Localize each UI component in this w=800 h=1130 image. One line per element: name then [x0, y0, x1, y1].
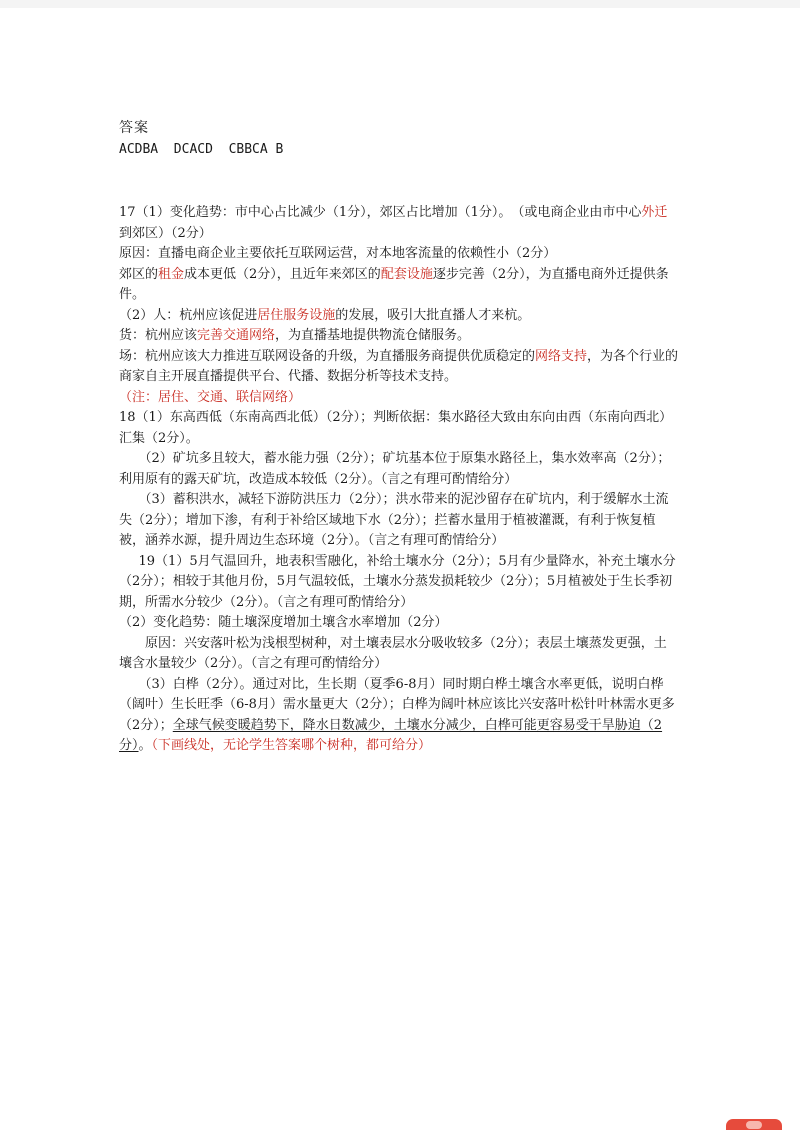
q17-trend-text: 17（1）变化趋势：市中心占比减少（1分），郊区占比增加（1分）。 （或电商企业由市中心	[119, 205, 642, 220]
q17-note: （注：居住、交通、联信网络）	[119, 389, 302, 405]
q17-reason-2-rent: 租金	[158, 266, 185, 282]
top-margin-bar	[0, 0, 800, 8]
q17-people-a: （2）人：杭州应该促进	[119, 307, 258, 323]
multiple-choice-answers: ACDBA DCACD CBBCA B	[119, 142, 284, 157]
q19-part-3-b: 。	[138, 738, 152, 753]
q17-reason-2-a: 郊区的	[119, 266, 159, 282]
q17-people-highlight: 居住服务设施	[257, 307, 336, 323]
q19-part-2-reason: 原因：兴安落叶松为浅根型树种，对土壤表层水分吸收较多（2分）；表层土壤蒸发更强，土壤含水量较少（2分）。（言之有理可酌情给分）	[119, 635, 667, 671]
q17-trend	[119, 203, 679, 244]
q17-place-highlight: 网络支持	[535, 348, 588, 364]
q17-trend-tail: 到郊区）（2分）	[119, 225, 212, 241]
q17-place-a: 场：杭州应该大力推进互联网设备的升级，为直播服务商提供优质稳定的	[119, 348, 536, 364]
q17-place	[119, 347, 679, 388]
q19-part-3-a: （3）白桦（2分）。通过对比，生长期（夏季6-8月）同时期白桦土壤含水率更低，说明白桦（阔叶）生长旺季（6-8月）需水量更大（2分）；白桦为阔叶林应该比兴安落叶松针叶林需水更多（2分）；	[119, 676, 675, 733]
q17-reason-1: 原因：直播电商企业主要依托互联网运营，对本地客流量的依赖性小（2分）	[119, 246, 557, 261]
q17-goods-a: 货：杭州应该	[119, 328, 198, 343]
q17-people	[119, 306, 679, 327]
q17-place-b: ，为各个行业的商家自主开展直播提供平台、代播、数据分析等技术支持。	[119, 348, 679, 384]
q19-part-3	[119, 675, 679, 757]
q17-reason-2-c: 逐步完善（2分），为直播电商外迁提供条件。	[119, 266, 669, 302]
q17-goods-b: ，为直播基地提供物流仓储服务。	[275, 328, 471, 343]
q19-part-1: 19（1）5月气温回升，地表积雪融化，补给土壤水分（2分）；5月有少量降水，补充土壤水分（2分）；相较于其他月份，5月气温较低，土壤水分蒸发损耗较少（2分）；5月植被处于生长季初期，所需水分较少（2分）。（言之有理可酌情给分）	[119, 553, 676, 610]
q17-reason-2	[119, 265, 679, 306]
q18-part-3: （3）蓄积洪水，减轻下游防洪压力（2分）；洪水带来的泥沙留存在矿坑内，利于缓解水土流失（2分）；增加下渗，有利于补给区域地下水（2分）；拦蓄水量用于植被灌溉，有利于恢复植被，涵养水源，提升周边生态环境（2分）。（言之有理可酌情给分）	[119, 492, 669, 548]
answer-header	[119, 118, 759, 160]
q18-part-1: 18（1）东高西低（东南高西北低）（2分）；判断依据：集水路径大致由东向由西（东南向西北）汇集（2分）。	[119, 410, 673, 446]
q17-people-b: 的发展，吸引大批直播人才来杭。	[335, 307, 531, 323]
q18-part-2: （2）矿坑多且较大，蓄水能力强（2分）；矿坑基本位于原集水路径上，集水效率高（2分）；利用原有的露天矿坑，改造成本较低（2分）。（言之有理可酌情给分）	[119, 451, 671, 487]
q19-part-3-underlined: 全球气候变暖趋势下，降水日数减少，土壤水分减少，白桦可能更容易受干旱胁迫（2分）	[119, 717, 663, 753]
q17-reason-2-facilities: 配套设施	[380, 266, 433, 282]
q17-reason-2-b: 成本更低（2分），且近年来郊区的	[184, 266, 381, 282]
q17-goods	[119, 326, 679, 347]
corner-badge-icon	[746, 1121, 762, 1129]
q17-trend-highlight: 外迁	[641, 205, 668, 220]
q17-goods-highlight: 完善交通网络	[197, 328, 276, 343]
answer-body	[119, 203, 679, 757]
answer-title: 答案	[119, 120, 149, 136]
q19-part-2: （2）变化趋势：随土壤深度增加土壤含水率增加（2分）	[119, 615, 448, 630]
q19-part-3-note: （下画线处，无论学生答案哪个树种，都可给分）	[151, 738, 432, 753]
